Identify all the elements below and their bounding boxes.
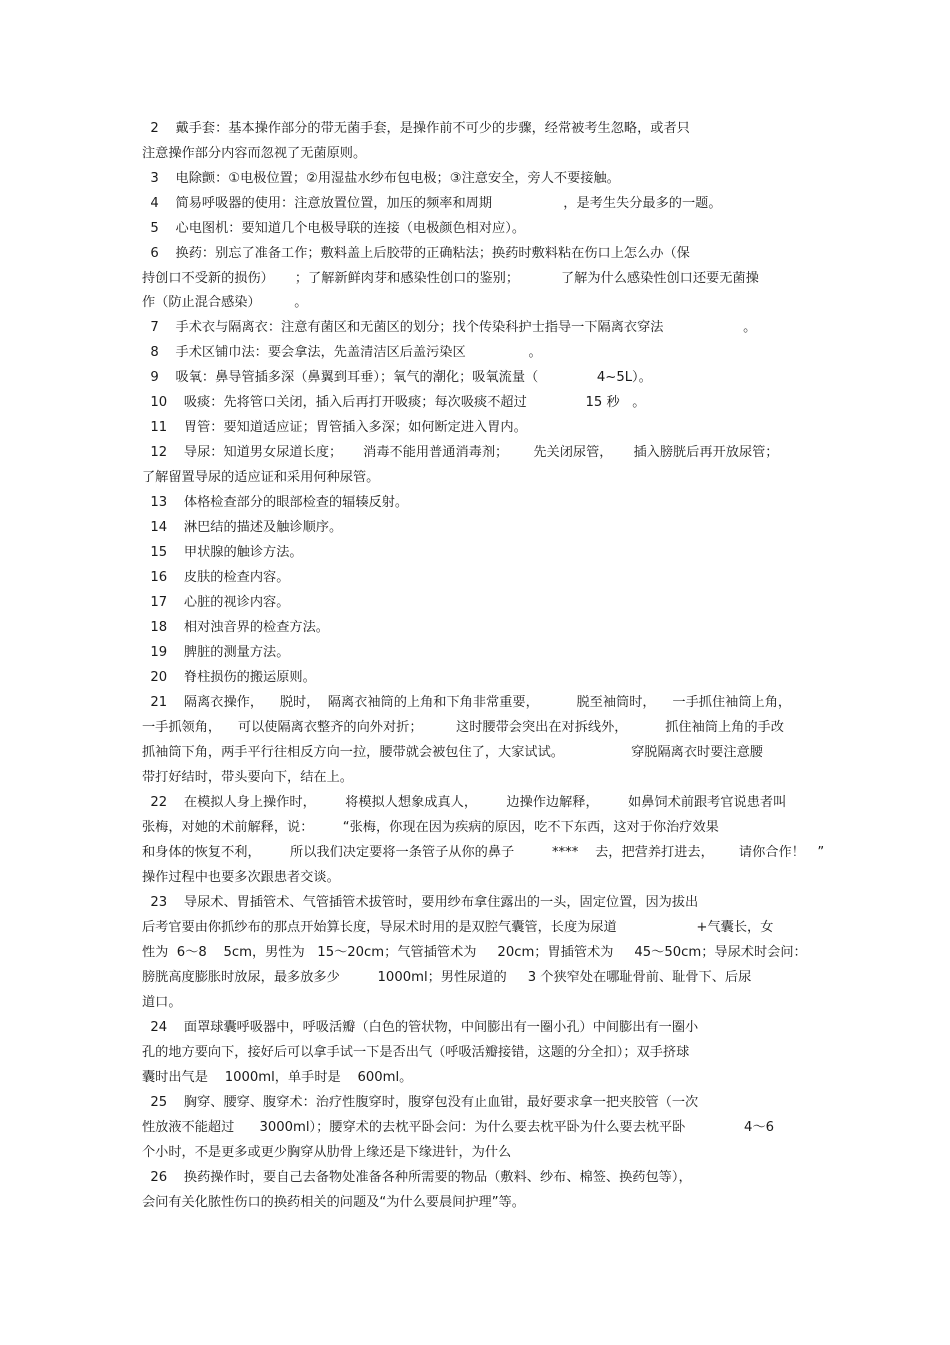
text-line: 了解留置导尿的适应证和采用何种尿管。 (142, 470, 380, 485)
text-line: 操作过程中也要多次跟患者交谈。 (142, 870, 340, 885)
text-line: 膀胱高度膨胀时放尿，最多放多少 1000ml；男性尿道的 3 个狭窄处在哪耻骨前、耻骨下、后尿 (142, 970, 752, 985)
text-line: 23 导尿术、胃插管术、气管插管术拔管时，要用纱布拿住露出的一头，固定位置，因为拔出 (142, 895, 699, 910)
text-line: 孔的地方要向下，接好后可以拿手试一下是否出气（呼吸活瓣接错，这题的分全扣）；双手挤球 (142, 1045, 690, 1060)
text-line: 17 心脏的视诊内容。 (142, 595, 290, 610)
text-line: 20 脊柱损伤的搬运原则。 (142, 670, 316, 685)
text-line: 14 淋巴结的描述及触诊顺序。 (142, 520, 343, 535)
text-line: 8 手术区铺巾法：要会拿法，先盖清洁区后盖污染区 。 (142, 345, 542, 360)
text-line: 注意操作部分内容而忽视了无菌原则。 (142, 146, 367, 161)
text-line: 7 手术衣与隔离衣：注意有菌区和无菌区的划分；找个传染科护士指导一下隔离衣穿法 。 (142, 320, 757, 335)
text-line: 26 换药操作时，要自己去备物处准备各种所需要的物品（敷料、纱布、棉签、换药包等）， (142, 1170, 692, 1185)
text-line: 24 面罩球囊呼吸器中，呼吸活瓣（白色的管状物，中间膨出有一圈小孔）中间膨出有一圈小 (142, 1020, 699, 1035)
text-line: 道口。 (142, 995, 182, 1010)
text-line: 2 戴手套：基本操作部分的带无菌手套，是操作前不可少的步骤，经常被考生忽略，或者只 (142, 121, 690, 136)
text-line: 后考官要由你抓纱布的那点开始算长度，导尿术时用的是双腔气囊管，长度为尿道 +气囊长，女 (142, 920, 774, 935)
text-line: 6 换药：别忘了准备工作；敷料盖上后胶带的正确粘法；换药时敷料粘在伤口上怎么办（保 (142, 246, 690, 261)
text-line: 5 心电图机：要知道几个电极导联的连接（电极颜色相对应）。 (142, 221, 526, 236)
text-line: 性放液不能超过 3000ml）；腰穿术的去枕平卧会问：为什么要去枕平卧为什么要去枕平卧 4～6 (142, 1120, 775, 1135)
text-line: 带打好结时，带头要向下，结在上。 (142, 770, 353, 785)
text-line: 9 吸氧：鼻导管插多深（鼻翼到耳垂）；氧气的潮化；吸氧流量（ 4~5L）。 (142, 370, 652, 385)
text-line: 囊时出气是 1000ml，单手时是 600ml。 (142, 1070, 413, 1085)
text-line: 10 吸痰：先将管口关闭，插入后再打开吸痰；每次吸痰不超过 15 秒 。 (142, 395, 646, 410)
text-line: 4 简易呼吸器的使用：注意放置位置，加压的频率和周期 ，是考生失分最多的一题。 (142, 196, 722, 211)
text-line: 11 胃管：要知道适应证；胃管插入多深；如何断定进入胃内。 (142, 420, 527, 435)
text-line: 21 隔离衣操作， 脱时， 隔离衣袖筒的上角和下角非常重要， 脱至袖筒时， 一手抓住袖筒上角， (142, 695, 792, 710)
text-line: 25 胸穿、腰穿、腹穿术：治疗性腹穿时，腹穿包没有止血钳，最好要求拿一把夹胶管（一次 (142, 1095, 699, 1110)
text-line: 15 甲状腺的触诊方法。 (142, 545, 303, 560)
text-line: 3 电除颤：①电极位置；②用湿盐水纱布包电极；③注意安全，旁人不要接触。 (142, 171, 620, 186)
text-line: 一手抓领角， 可以使隔离衣整齐的向外对折； 这时腰带会突出在对拆线外， 抓住袖筒上角的手改 (142, 720, 784, 735)
text-line: 13 体格检查部分的眼部检查的辐辏反射。 (142, 495, 409, 510)
text-line: 抓袖筒下角，两手平行往相反方向一拉，腰带就会被包住了，大家试试。 穿脱隔离衣时要注意腰 (142, 745, 763, 760)
text-line: 个小时，不是更多或更少胸穿从肋骨上缘还是下缘进针，为什么 (142, 1145, 512, 1160)
text-line: 22 在模拟人身上操作时， 将模拟人想象成真人， 边操作边解释， 如鼻饲术前跟考官说患者叫 (142, 795, 787, 810)
text-line: 张梅，对她的术前解释，说： “张梅，你现在因为疾病的原因，吃不下东西，这对于你治疗效果 (142, 820, 719, 835)
text-line: 持创口不受新的损伤） ；了解新鲜肉芽和感染性创口的鉴别； 了解为什么感染性创口还要无菌操 (142, 271, 759, 286)
text-line: 16 皮肤的检查内容。 (142, 570, 290, 585)
text-line: 会问有关化脓性伤口的换药相关的问题及“为什么要晨间护理”等。 (142, 1195, 525, 1210)
text-line: 性为 6～8 5cm，男性为 15～20cm；气管插管术为 20cm；胃插管术为 45～50cm；导尿术时会问： (142, 945, 807, 960)
text-line: 19 脾脏的测量方法。 (142, 645, 290, 660)
text-line: 和身体的恢复不利， 所以我们决定要将一条管子从你的鼻子 **** 去，把营养打进去， 请你合作！ ” (142, 845, 825, 860)
text-line: 12 导尿：知道男女尿道长度； 消毒不能用普通消毒剂； 先关闭尿管， 插入膀胱后再开放尿管； (142, 445, 779, 460)
text-line: 作（防止混合感染） 。 (142, 295, 308, 310)
text-line: 18 相对浊音界的检查方法。 (142, 620, 329, 635)
